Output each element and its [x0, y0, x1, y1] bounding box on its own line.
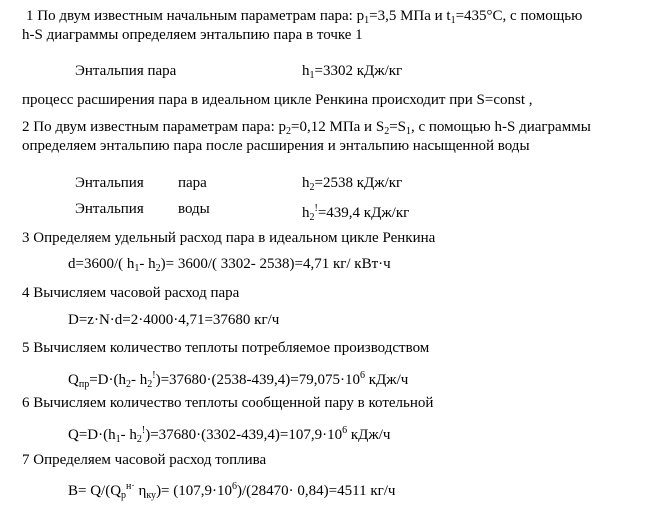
step3-title: 3 Определяем удельный расход пара в идеальном цикле Ренкина: [22, 230, 436, 246]
step4-title: 4 Вычисляем часовой расход пара: [22, 285, 240, 301]
step1-line2: h-S диаграммы определяем энтальпию пара в точке 1: [22, 27, 363, 43]
step7-formula: $B= Q/(Q_р^{н\cdot}$ $\eta_{ку})= (107,9\cdot 10^6)/(28470\cdot 0,84)=4511$ кг/ч: [68, 481, 396, 501]
step6-title: 6 Вычисляем количество теплоты сообщенной пару в котельной: [22, 395, 434, 411]
step4-formula: D=z·N·d=2·4000·4,71=37680 кг/ч: [68, 312, 280, 328]
step6-formula: $Q=D\cdot(h_1-$ $h_2^!)=37680\cdot(3302-439,4)=107,9\cdot 10^6$ кДж/ч: [68, 425, 391, 445]
step2-row2-col2: воды: [178, 201, 210, 217]
process-note: процесс расширения пара в идеальном цикле Ренкина происходит при S=const ,: [22, 92, 533, 108]
step1-line1: 1 По двум известным начальным параметрам пара: $p_1=3,5$ МПа и $t_1=435^\circ С$, с помощью: [26, 8, 583, 26]
step5-title: 5 Вычисляем количество теплоты потребляемое производством: [22, 340, 430, 356]
step2-line2: определяем энтальпию пара после расширения и энтальпию насыщенной воды: [22, 138, 530, 154]
step2-row1-col1: Энтальпия: [75, 175, 144, 191]
step2-line1: 2 По двум известным параметрам пара: $p_2=0,12$ МПа и $S_2=S_1$, с помощью h-S диаграммы: [22, 119, 591, 137]
step7-title: 7 Определяем часовой расход топлива: [22, 452, 267, 468]
step1-enthalpy-value: $h_1=3302$ кДж/кг: [302, 63, 403, 81]
step3-formula: d=3600/( $h_1-$ $h_2)= 3600/$( 3302- 2538)=4,71 кг/ кВт·ч: [68, 256, 391, 274]
step1-enthalpy-label: Энтальпия пара: [75, 63, 177, 79]
step2-row1-col2: пара: [178, 175, 207, 191]
step2-row2-col1: Энтальпия: [75, 201, 144, 217]
step2-row1-value: $h_2=2538$ кДж/кг: [302, 175, 403, 193]
step2-row2-value: $h_2^!=439,4$ кДж/кг: [302, 203, 410, 223]
step5-formula: $Q_{пр}=D\cdot(h_2-$ $h_2^!)=37680\cdot(2538-439,4)=79,075\cdot 10^6$ кДж/ч: [68, 370, 409, 390]
